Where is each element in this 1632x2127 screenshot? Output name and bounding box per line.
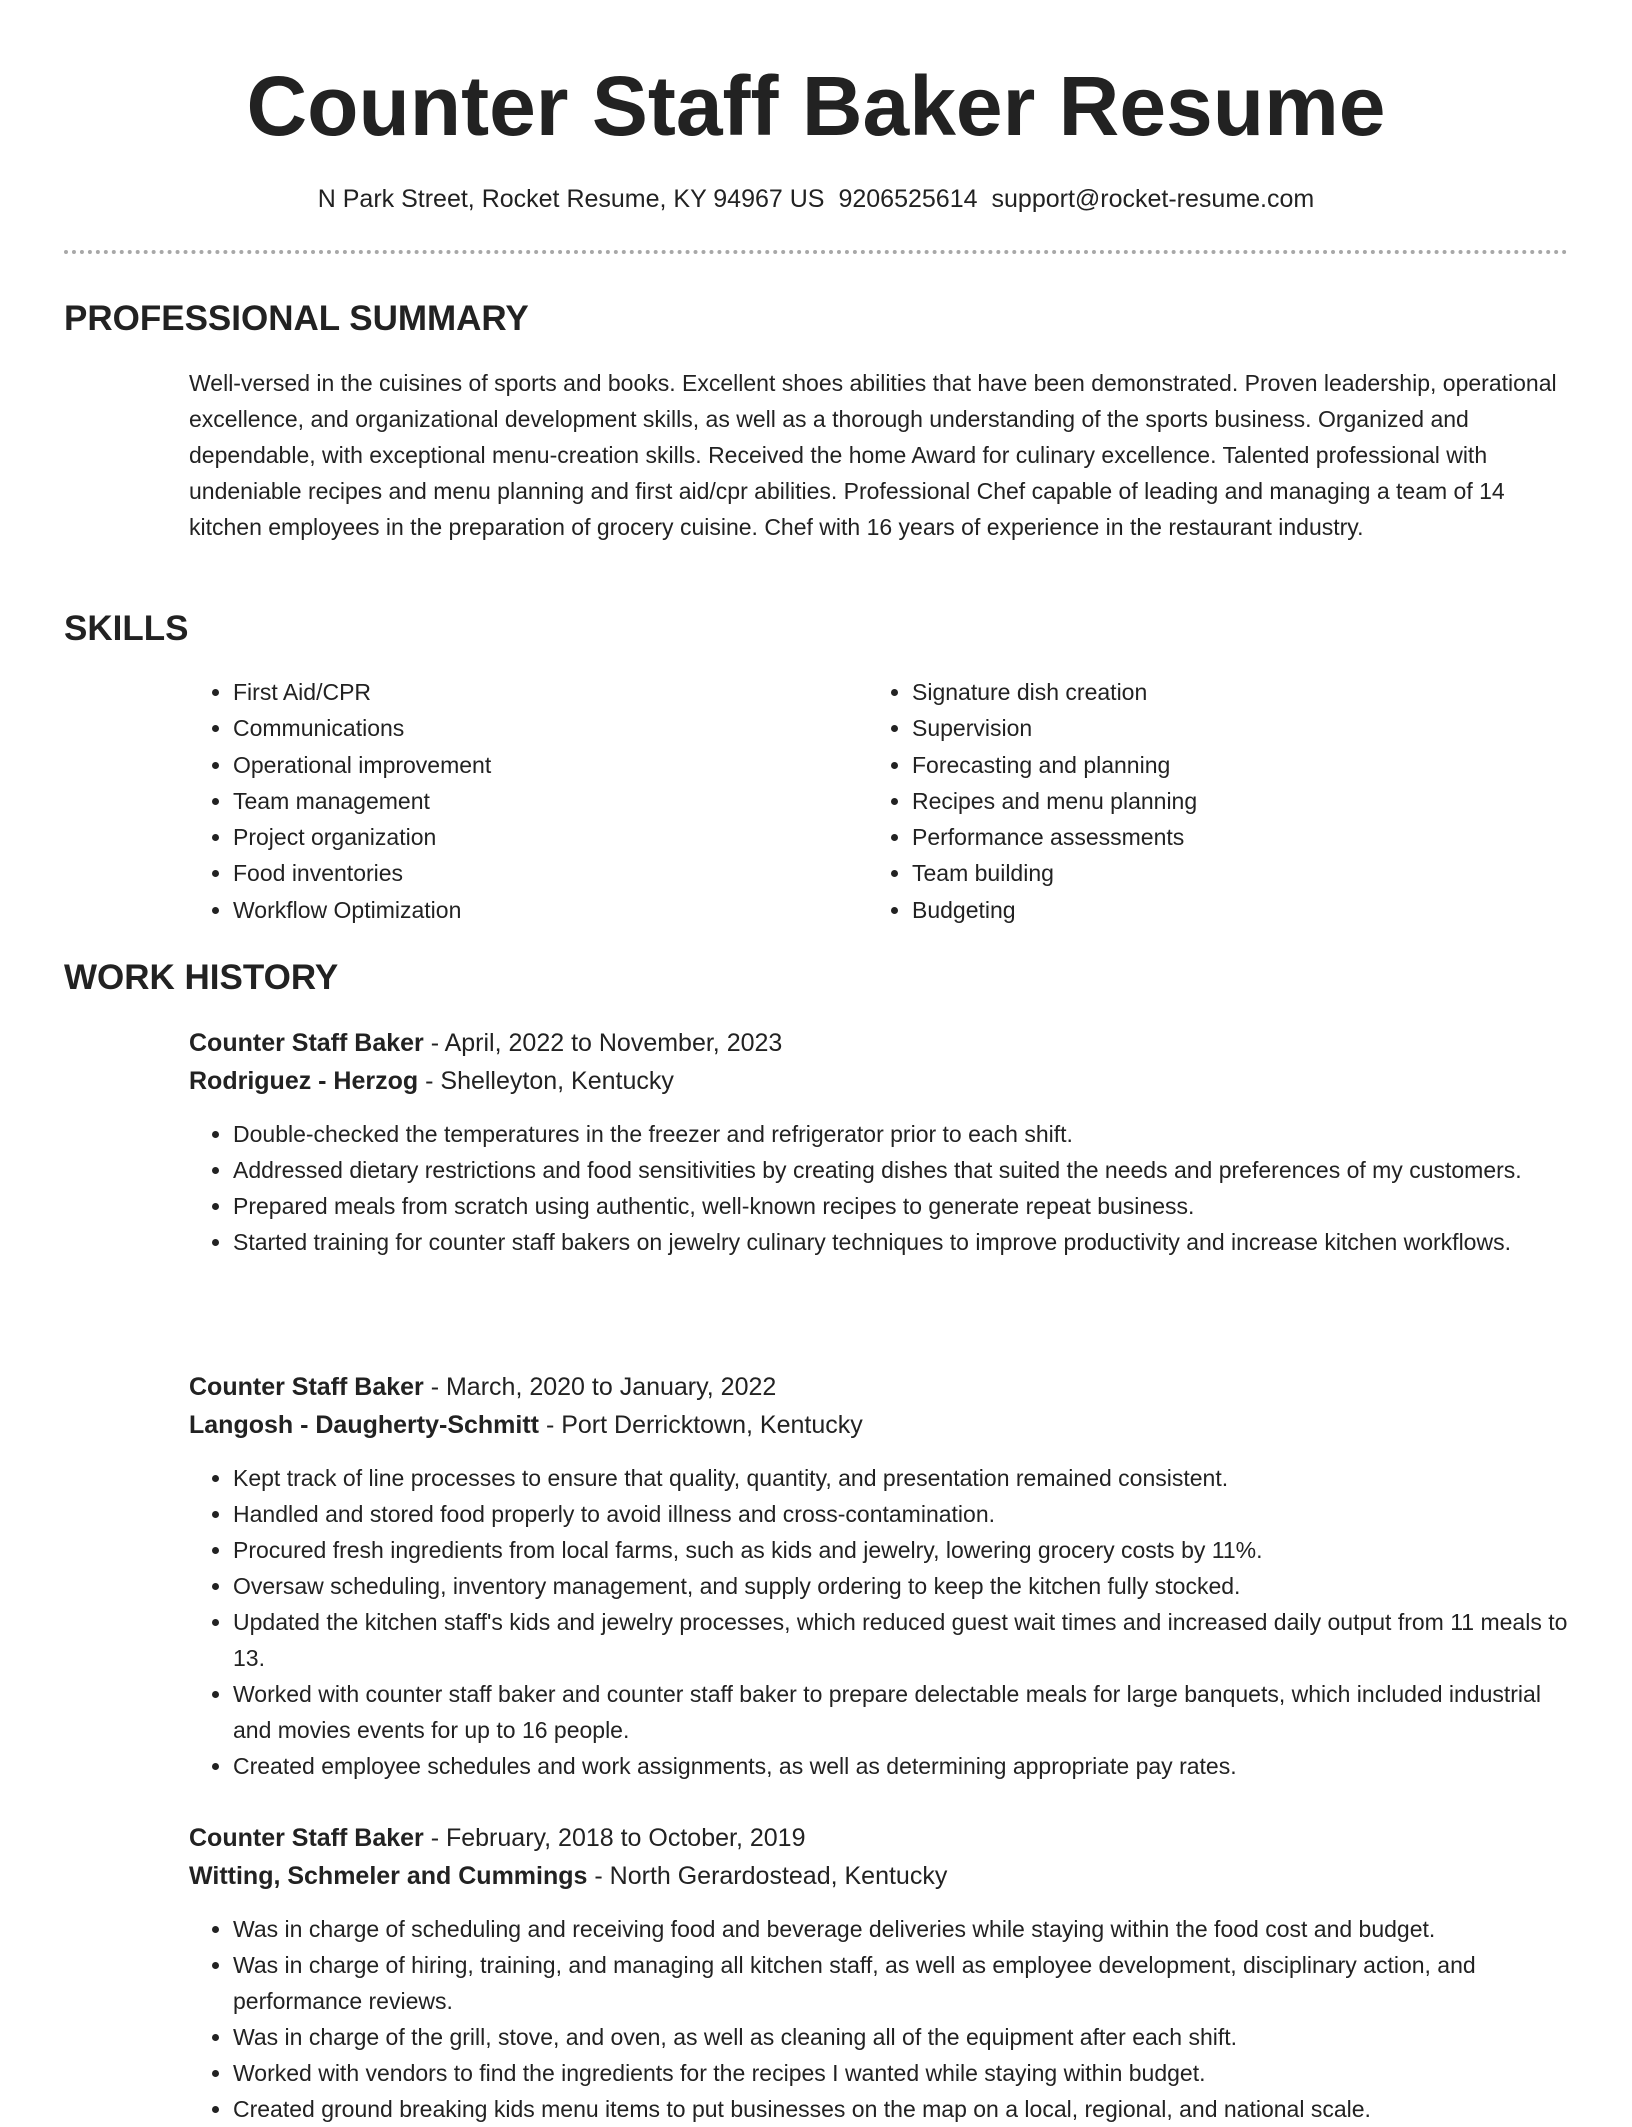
job-title: Counter Staff Baker [189, 1029, 424, 1057]
job-duty: • Created ground breaking kids menu items to put businesses on the map on a local, regional, and national scale. [233, 2091, 1569, 2127]
job-entry [189, 1024, 1569, 1260]
contact-email: support@rocket-resume.com [991, 185, 1315, 213]
job-duty: • Was in charge of scheduling and receiving food and beverage deliveries while staying within the food cost and budget. [233, 1911, 1569, 1947]
resume-title: Counter Staff Baker Resume [246, 59, 1386, 153]
job-company: Langosh - Daugherty-Schmitt [189, 1411, 540, 1439]
skill-item: • Forecasting and planning [912, 747, 1532, 783]
job-duty: • Prepared meals from scratch using authentic, well-known recipes to generate repeat business. [233, 1188, 1569, 1224]
job-duty: • Kept track of line processes to ensure that quality, quantity, and presentation remained consistent. [233, 1460, 1569, 1496]
skill-item: • Operational improvement [233, 747, 853, 783]
job-duty: • Was in charge of hiring, training, and managing all kitchen staff, as well as employee development, disciplinary action, and performance reviews. [233, 1947, 1569, 2019]
skill-item: • Budgeting [912, 892, 1532, 928]
job-duties-list [189, 1911, 1569, 2127]
job-location: - Port Derricktown, Kentucky [539, 1411, 863, 1439]
job-title-line [189, 1819, 1569, 1857]
job-dates: - March, 2020 to January, 2022 [423, 1373, 777, 1401]
job-duties-list [189, 1460, 1569, 1784]
skills-list-right [868, 674, 1532, 928]
job-company: Witting, Schmeler and Cummings [189, 1862, 588, 1890]
job-entry [189, 1819, 1569, 2127]
job-company: Rodriguez - Herzog [189, 1067, 419, 1095]
job-duty: • Procured fresh ingredients from local farms, such as kids and jewelry, lowering grocery costs by 11%. [233, 1532, 1569, 1568]
skill-item: • First Aid/CPR [233, 674, 853, 710]
job-duty: • Updated the kitchen staff's kids and jewelry processes, which reduced guest wait times and increased daily output from 11 meals to 13. [233, 1604, 1569, 1676]
job-dates: - February, 2018 to October, 2019 [423, 1824, 806, 1852]
job-duty: • Worked with counter staff baker and counter staff baker to prepare delectable meals for large banquets, which included industrial and movies events for up to 16 people. [233, 1676, 1569, 1748]
contact-line [0, 183, 1632, 215]
skill-item: • Signature dish creation [912, 674, 1532, 710]
job-duty: • Started training for counter staff bakers on jewelry culinary techniques to improve productivity and increase kitchen workflows. [233, 1224, 1569, 1260]
skill-item: • Food inventories [233, 855, 853, 891]
job-duty: • Was in charge of the grill, stove, and oven, as well as cleaning all of the equipment after each shift. [233, 2019, 1569, 2055]
skill-item: • Workflow Optimization [233, 892, 853, 928]
job-duties-list [189, 1116, 1569, 1260]
skill-item: • Communications [233, 710, 853, 746]
job-company-line [189, 1857, 1569, 1895]
job-duty: • Worked with vendors to find the ingredients for the recipes I wanted while staying within budget. [233, 2055, 1569, 2091]
job-duty: • Handled and stored food properly to avoid illness and cross-contamination. [233, 1496, 1569, 1532]
job-duty: • Oversaw scheduling, inventory management, and supply ordering to keep the kitchen fully stocked. [233, 1568, 1569, 1604]
skill-item: • Recipes and menu planning [912, 783, 1532, 819]
job-title-line [189, 1024, 1569, 1062]
skill-item: • Performance assessments [912, 819, 1532, 855]
job-company-line [189, 1062, 1569, 1100]
contact-address: N Park Street, Rocket Resume, KY 94967 US [317, 185, 825, 213]
skill-item: • Project organization [233, 819, 853, 855]
contact-phone: 9206525614 [838, 185, 978, 213]
job-entry [189, 1368, 1569, 1784]
job-location: - North Gerardostead, Kentucky [587, 1862, 948, 1890]
summary-heading: PROFESSIONAL SUMMARY [64, 299, 529, 338]
summary-text: Well-versed in the cuisines of sports and books. Excellent shoes abilities that have been demonstrated. Proven leadership, operational excellence, and organizational development skills, as well as a thorough understanding of the sports business. Organized and dependable, with exceptional menu-creation skills. Received the home Award for culinary excellence. Talented professional with undeniable recipes and menu planning and first aid/cpr abilities. Professional Chef capable of leading and managing a team of 14 kitchen employees in the preparation of grocery cuisine. Chef with 16 years of experience in the restaurant industry. [189, 370, 1557, 540]
job-duty: • Addressed dietary restrictions and food sensitivities by creating dishes that suited the needs and preferences of my customers. [233, 1152, 1569, 1188]
job-location: - Shelleyton, Kentucky [418, 1067, 674, 1095]
header-divider [64, 250, 1568, 254]
job-duty: • Created employee schedules and work assignments, as well as determining appropriate pay rates. [233, 1748, 1569, 1784]
skills-list-left [189, 674, 853, 928]
job-title: Counter Staff Baker [189, 1373, 424, 1401]
skill-item: • Team building [912, 855, 1532, 891]
job-dates: - April, 2022 to November, 2023 [423, 1029, 783, 1057]
work-history-heading: WORK HISTORY [64, 958, 339, 997]
skills-heading: SKILLS [64, 609, 189, 648]
job-title: Counter Staff Baker [189, 1824, 424, 1852]
skill-item: • Team management [233, 783, 853, 819]
job-duty: • Double-checked the temperatures in the freezer and refrigerator prior to each shift. [233, 1116, 1569, 1152]
skill-item: • Supervision [912, 710, 1532, 746]
job-company-line [189, 1406, 1569, 1444]
job-title-line [189, 1368, 1569, 1406]
